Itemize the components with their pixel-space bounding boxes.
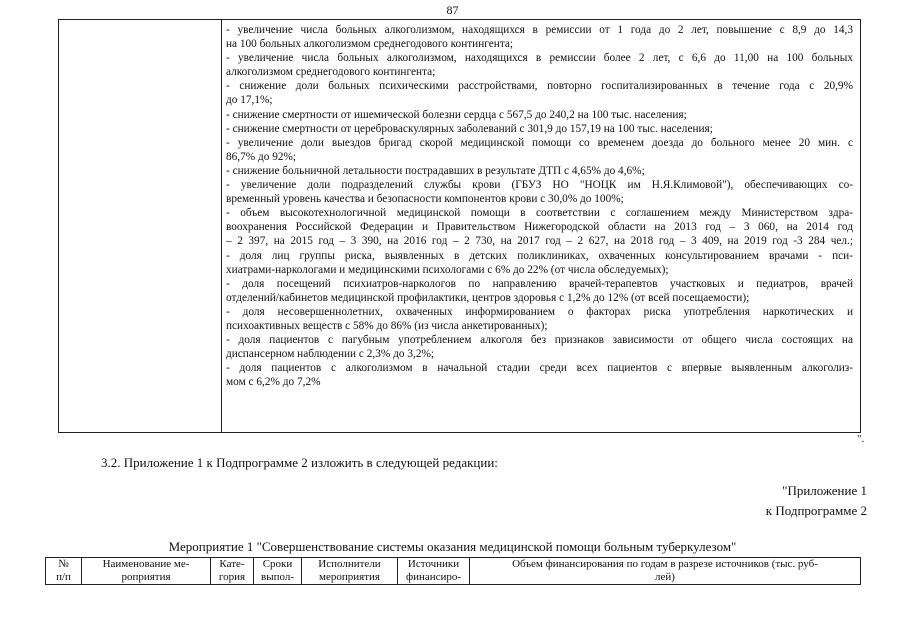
closing-quote: ". bbox=[857, 433, 865, 445]
table-header-row bbox=[46, 558, 861, 585]
target-line: - доля лиц группы риска, выявленных в детских поликлиниках, охваченных консультированием врачами - пси- bbox=[226, 249, 853, 262]
target-line: - увеличение числа больных алкоголизмом, находящихся в ремиссии от 1 года до 2 лет, повышение с 8,9 до 14,3 bbox=[226, 24, 853, 36]
target-line: воохранения Российской Федерации и Правительством Нижегородской области на 2013 год – 3 060, на 2014 год bbox=[226, 221, 853, 234]
target-line: мом с 6,2% до 7,2% bbox=[226, 376, 321, 389]
measures-table-header bbox=[45, 557, 861, 585]
target-line: - увеличение доли подразделений службы крови (ГБУЗ НО "НОЦК им Н.Я.Климовой"), обеспечивающих со- bbox=[226, 179, 853, 192]
page-number: 87 bbox=[446, 3, 459, 17]
target-line: отделений/кабинетов медицинской профилактики, центров здоровья с 1,2% до 12% (от всей посещаемости); bbox=[226, 291, 750, 304]
target-line: 86,7% до 92%; bbox=[226, 150, 297, 163]
header-cell-terms: Сроки выпол- bbox=[254, 558, 302, 585]
target-line: хиатрами-наркологами и медицинскими психологами с 6% до 22% (от числа обследуемых); bbox=[226, 263, 669, 276]
header-cell-funding: Объем финансирования по годам в разрезе источников (тыс. руб- лей) bbox=[470, 558, 861, 585]
target-line: - доля пациентов с пагубным употреблением алкоголя без признаков зависимости от общего числа состоящих на bbox=[226, 334, 853, 347]
target-line: - доля несовершеннолетних, охваченных информированием о факторах риска употребления наркотических и bbox=[226, 305, 853, 318]
header-cell-executors: Исполнители мероприятия bbox=[302, 558, 398, 585]
annex-heading bbox=[766, 481, 867, 521]
header-cell-number: № п/п bbox=[46, 558, 82, 585]
target-line: - снижение смертности от цереброваскулярных заболеваний с 301,9 до 157,19 на 100 тыс. населения; bbox=[226, 122, 713, 135]
target-line: психоактивных веществ с 58% до 86% (из числа анкетированных); bbox=[226, 319, 548, 332]
annex-line-1: "Приложение 1 bbox=[782, 483, 867, 498]
target-line: - доля пациентов с алкоголизмом в начальной стадии среди всех пациентов с впервые выявленным алкоголиз- bbox=[226, 362, 853, 375]
target-line: - снижение больничной летальности пострадавших в результате ДТП с 4,65% до 4,6%; bbox=[226, 164, 645, 177]
target-line: – 2 397, на 2015 год – 3 390, на 2016 год – 2 730, на 2017 год – 2 627, на 2018 год – 3 409, на 2019 год -3 284 чел.; bbox=[226, 235, 853, 248]
target-line: на 100 больных алкоголизмом среднегодового контингента; bbox=[226, 38, 514, 51]
target-line: - увеличение доли выездов бригад скорой медицинской помощи со временем доезда до больного менее 20 мин. с bbox=[226, 136, 853, 149]
header-cell-name: Наименование ме- роприятия bbox=[82, 558, 211, 585]
annex-line-2: к Подпрограмме 2 bbox=[765, 503, 867, 518]
target-line: - объем высокотехнологичной медицинской помощи в соответствии с соглашением между Министерством здра- bbox=[226, 207, 853, 220]
target-line: - снижение смертности от ишемической болезни сердца с 567,5 до 240,2 на 100 тыс. населения; bbox=[226, 108, 687, 121]
header-cell-sources: Источники финансиро- bbox=[398, 558, 470, 585]
target-line: - снижение доли больных психическими расстройствами, повторно госпитализированных в течение года с 20,9% bbox=[226, 80, 853, 93]
paragraph-3-2: 3.2. Приложение 1 к Подпрограмме 2 изложить в следующей редакции: bbox=[101, 455, 498, 470]
measure-title: Мероприятие 1 "Совершенствование системы оказания медицинской помощи больным туберкулезом" bbox=[168, 539, 737, 554]
target-line: до 17,1%; bbox=[226, 94, 273, 107]
targets-table-left-cell bbox=[59, 20, 222, 432]
targets-list bbox=[226, 23, 853, 389]
targets-table bbox=[58, 19, 861, 433]
target-line: - доля посещений психиатров-наркологов по направлению врачей-терапевтов участковых и педиатров, врачей bbox=[226, 277, 853, 290]
target-line: временный уровень качества и безопасности компонентов крови с 30,0% до 100%; bbox=[226, 193, 624, 206]
target-line: алкоголизмом среднегодового контингента; bbox=[226, 66, 436, 79]
target-line: - увеличение числа больных алкоголизмом, находящихся в ремиссии более 2 лет, с 6,6 до 11,00 на 100 больных bbox=[226, 52, 853, 65]
header-cell-category: Кате- гория bbox=[211, 558, 254, 585]
target-line: диспансерном наблюдении с 2,3% до 3,2%; bbox=[226, 348, 435, 361]
